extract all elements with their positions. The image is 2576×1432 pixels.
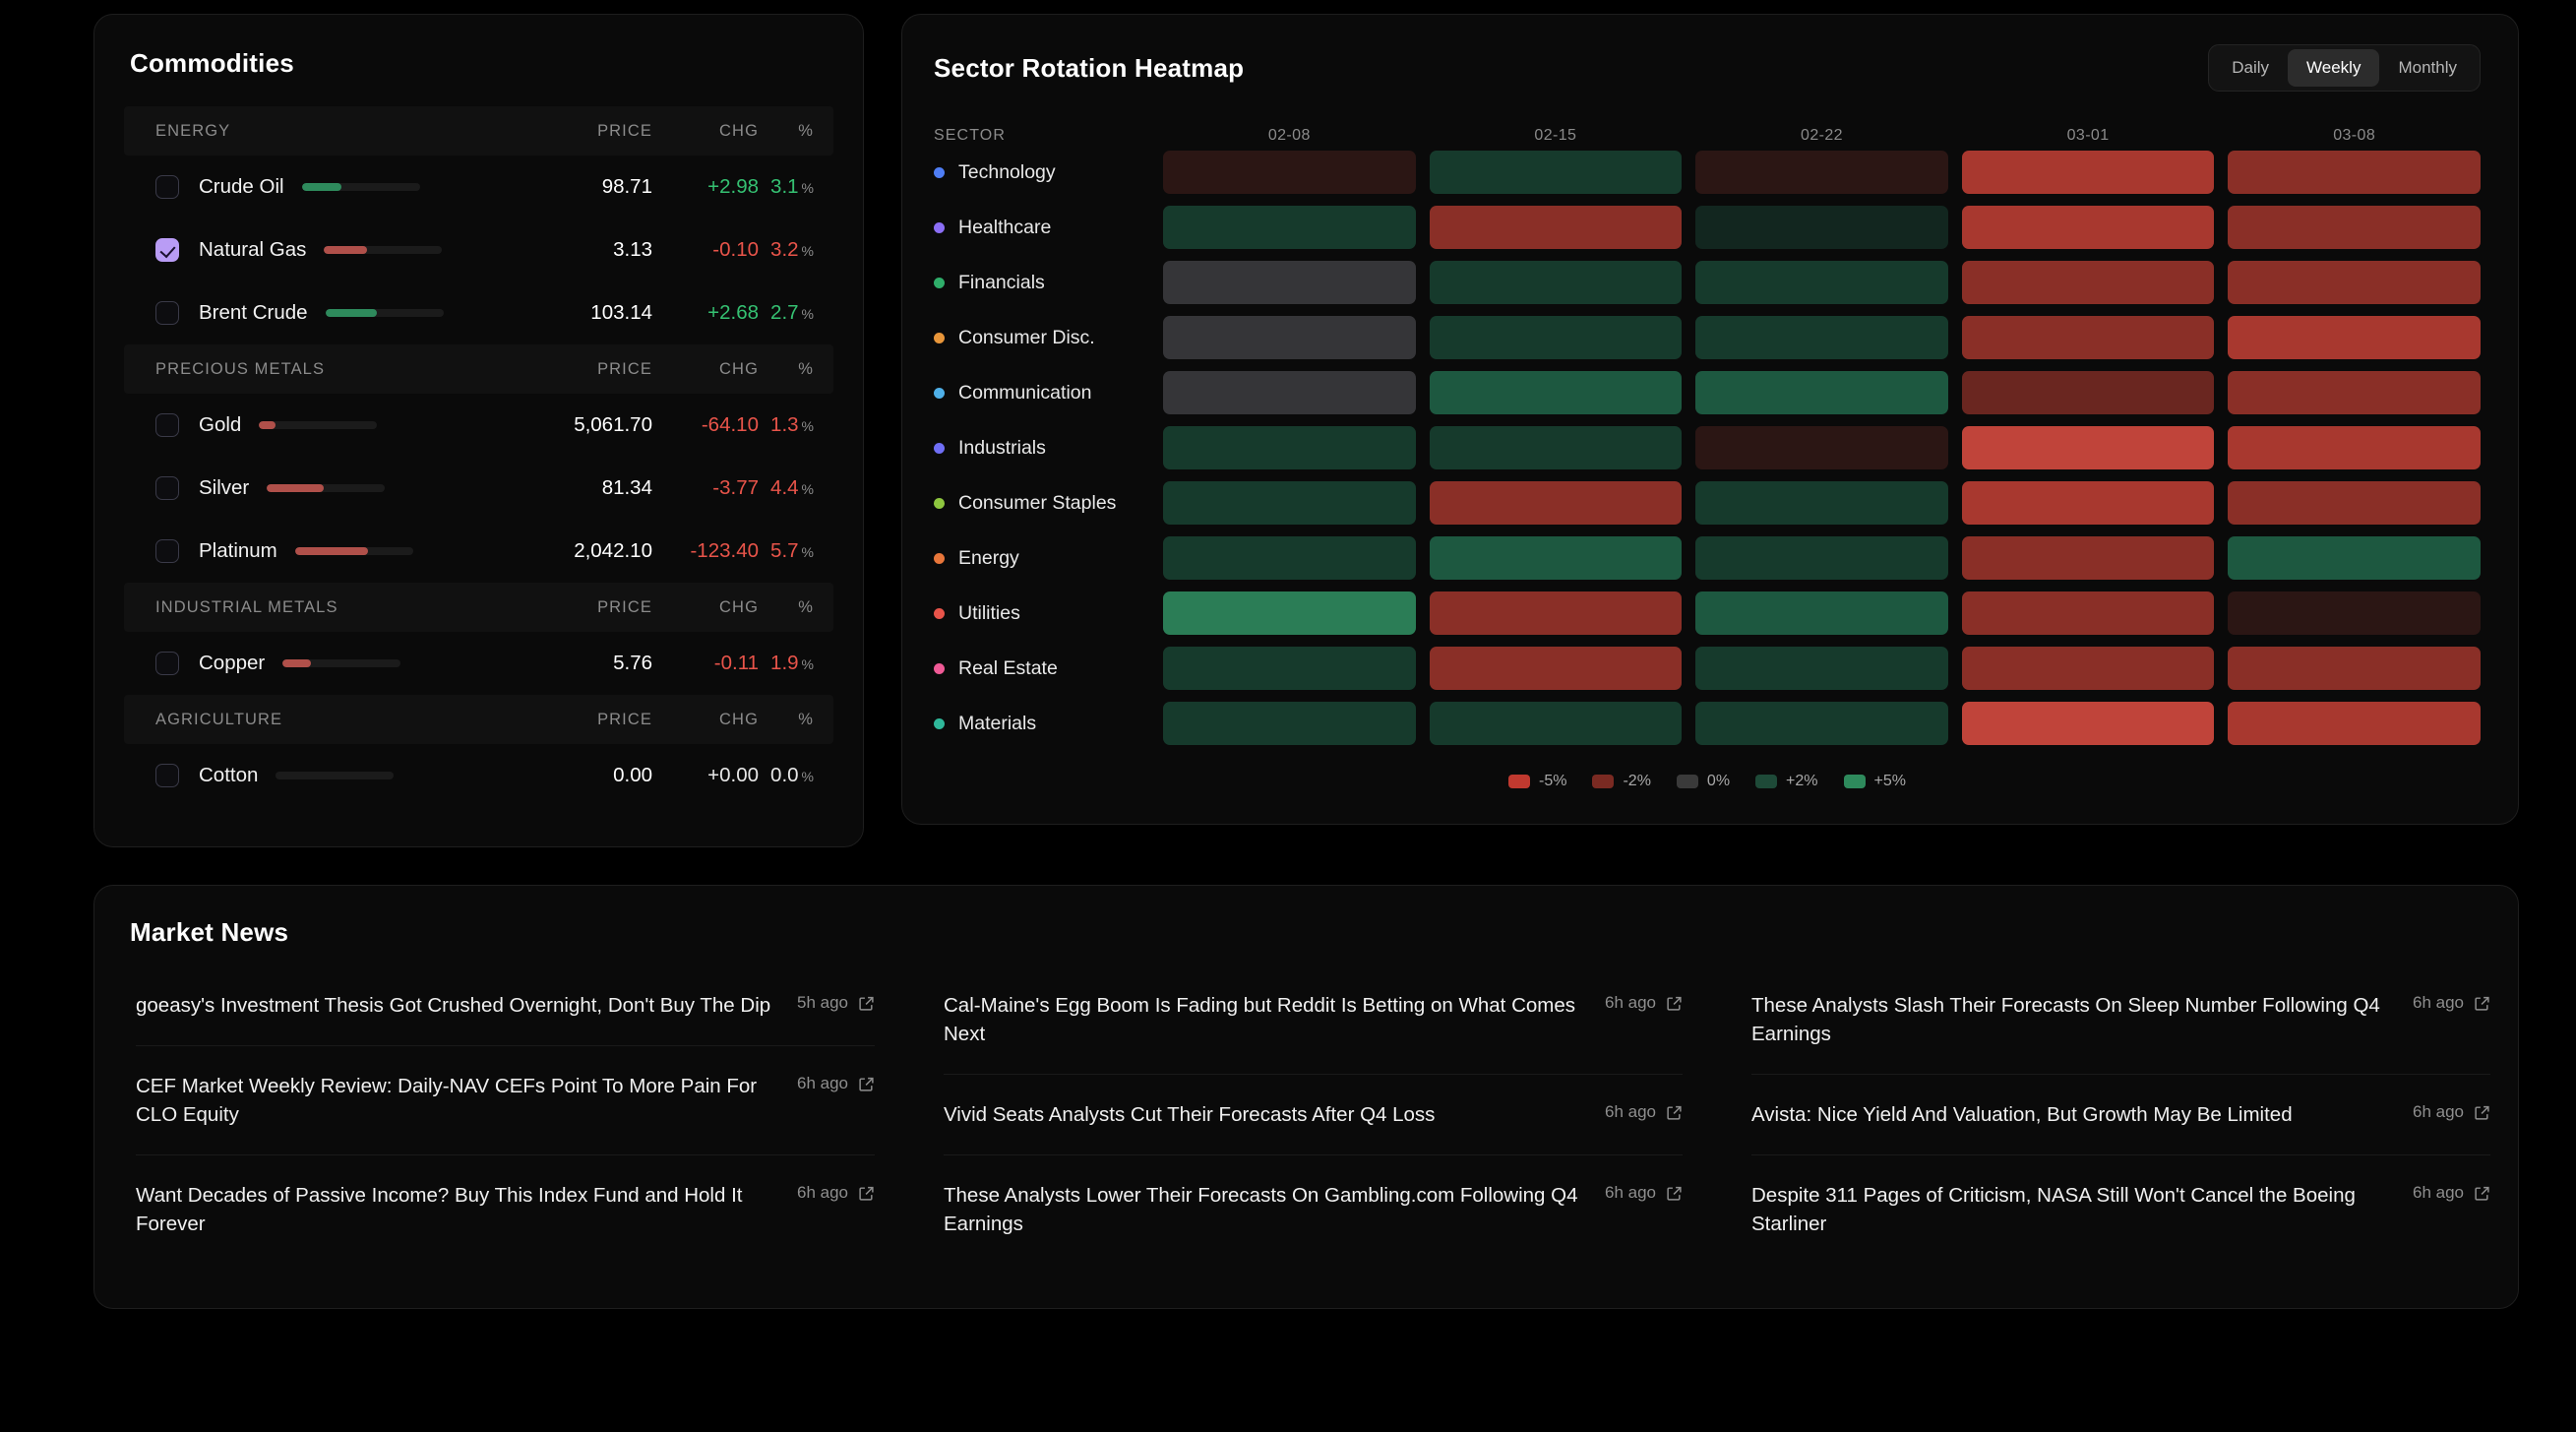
news-column: [902, 973, 1710, 1265]
sector-name: Financials: [958, 271, 1045, 293]
legend-item: [1755, 773, 1817, 790]
heatmap-cell[interactable]: [1962, 151, 2215, 194]
commodity-price: 5.76: [613, 652, 652, 674]
heatmap-cell[interactable]: [1163, 591, 1416, 635]
heatmap-cell[interactable]: [1695, 591, 1948, 635]
legend-item: [1677, 773, 1730, 790]
heatmap-cell[interactable]: [1962, 426, 2215, 469]
legend-swatch: [1844, 775, 1866, 788]
commodity-change: -123.40: [690, 539, 759, 562]
heatmap-cell[interactable]: [1163, 316, 1416, 359]
heatmap-sector-label: [934, 657, 1163, 680]
heatmap-cells: [1163, 371, 2481, 414]
commodity-price: 0.00: [613, 764, 652, 786]
commodity-row[interactable]: [124, 394, 833, 457]
timeframe-monthly-button[interactable]: Monthly: [2379, 49, 2476, 87]
row-checkbox[interactable]: [155, 413, 179, 437]
sector-dot-icon: [934, 167, 945, 178]
legend-item: [1592, 773, 1650, 790]
heatmap-cell[interactable]: [1430, 536, 1683, 580]
commodity-price: 3.13: [613, 238, 652, 261]
heatmap-cell[interactable]: [2228, 371, 2481, 414]
news-meta: [2413, 1100, 2490, 1122]
commodity-row[interactable]: [124, 744, 833, 807]
column-price: PRICE: [597, 359, 652, 378]
column-pct: %: [798, 597, 814, 616]
sector-name: Consumer Staples: [958, 491, 1117, 514]
news-item[interactable]: [1751, 1074, 2490, 1154]
news-meta: [1605, 1100, 1683, 1122]
change-bar: [324, 246, 442, 254]
heatmap-sector-label: [934, 161, 1163, 184]
external-link-icon[interactable]: [1666, 995, 1683, 1012]
heatmap-cell[interactable]: [1163, 371, 1416, 414]
commodity-change: -64.10: [701, 413, 759, 436]
row-checkbox[interactable]: [155, 539, 179, 563]
heatmap-cell[interactable]: [2228, 261, 2481, 304]
sector-dot-icon: [934, 553, 945, 564]
legend-label: -5%: [1539, 773, 1567, 789]
heatmap-cell[interactable]: [1163, 481, 1416, 525]
heatmap-legend: [934, 773, 2481, 790]
heatmap-cell[interactable]: [2228, 536, 2481, 580]
news-meta: [797, 991, 875, 1013]
heatmap-cell[interactable]: [1163, 151, 1416, 194]
legend-label: +2%: [1786, 773, 1818, 789]
sector-name: Healthcare: [958, 216, 1052, 238]
heatmap-cell[interactable]: [1430, 481, 1683, 525]
heatmap-cells: [1163, 261, 2481, 304]
commodity-group-header: [124, 583, 833, 632]
news-headline[interactable]: Avista: Nice Yield And Valuation, But Growth May Be Limited: [1751, 1103, 2293, 1127]
heatmap-cells: [1163, 206, 2481, 249]
commodity-change: -0.11: [713, 652, 759, 674]
commodity-group-header: [124, 106, 833, 156]
news-meta: [2413, 1181, 2490, 1203]
legend-item: [1844, 773, 1906, 790]
heatmap-row: [934, 586, 2481, 641]
heatmap-date-labels: [1163, 127, 2481, 145]
external-link-icon[interactable]: [2474, 1104, 2490, 1121]
heatmap-cell[interactable]: [1695, 481, 1948, 525]
heatmap-header: [934, 44, 2481, 92]
heatmap-cell[interactable]: [2228, 206, 2481, 249]
legend-swatch: [1508, 775, 1530, 788]
heatmap-cell[interactable]: [1430, 426, 1683, 469]
news-headline[interactable]: These Analysts Slash Their Forecasts On Sleep Number Following Q4 Earnings: [1751, 994, 2380, 1046]
sector-name: Energy: [958, 546, 1019, 569]
heatmap-cell[interactable]: [1163, 647, 1416, 690]
change-bar: [276, 772, 394, 779]
commodity-price: 2,042.10: [574, 539, 652, 562]
news-headline[interactable]: Vivid Seats Analysts Cut Their Forecasts After Q4 Loss: [944, 1103, 1436, 1127]
news-timestamp: 5h ago: [797, 993, 848, 1012]
heatmap-date-label: 02-22: [1801, 127, 1843, 144]
commodity-name: Platinum: [199, 539, 277, 562]
heatmap-cell[interactable]: [1430, 261, 1683, 304]
commodity-price: 98.71: [601, 175, 652, 198]
group-name: AGRICULTURE: [155, 710, 283, 728]
heatmap-cell[interactable]: [2228, 702, 2481, 745]
heatmap-rows: [934, 145, 2481, 751]
heatmap-cell[interactable]: [1163, 702, 1416, 745]
heatmap-cell[interactable]: [1962, 316, 2215, 359]
heatmap-date-label: 02-15: [1534, 127, 1577, 144]
column-chg: CHG: [719, 597, 759, 616]
heatmap-cell[interactable]: [1962, 261, 2215, 304]
external-link-icon[interactable]: [858, 1076, 875, 1092]
commodity-name: Copper: [199, 652, 266, 674]
sector-name: Industrials: [958, 436, 1046, 459]
sector-dot-icon: [934, 663, 945, 674]
heatmap-cell[interactable]: [1695, 702, 1948, 745]
market-news-title: Market News: [130, 917, 289, 947]
change-bar: [326, 309, 444, 317]
external-link-icon[interactable]: [1666, 1104, 1683, 1121]
top-row: [93, 14, 2519, 847]
sector-dot-icon: [934, 388, 945, 399]
heatmap-sector-label: [934, 547, 1163, 570]
legend-label: +5%: [1873, 773, 1906, 789]
news-headline[interactable]: goeasy's Investment Thesis Got Crushed Overnight, Don't Buy The Dip: [136, 994, 771, 1017]
commodity-name: Silver: [199, 476, 250, 499]
news-timestamp: 6h ago: [1605, 1183, 1656, 1203]
news-timestamp: 6h ago: [1605, 1102, 1656, 1122]
commodity-change-pct: 0.0 %: [770, 764, 814, 786]
heatmap-row: [934, 145, 2481, 200]
heatmap-cell[interactable]: [1962, 206, 2215, 249]
news-timestamp: 6h ago: [797, 1183, 848, 1203]
heatmap-cells: [1163, 316, 2481, 359]
column-chg: CHG: [719, 121, 759, 140]
sector-name: Utilities: [958, 601, 1020, 624]
commodity-name: Crude Oil: [199, 175, 284, 198]
legend-swatch: [1755, 775, 1777, 788]
commodity-change-pct: 3.2 %: [770, 238, 814, 261]
heatmap-row: [934, 530, 2481, 586]
row-checkbox[interactable]: [155, 652, 179, 675]
change-bar: [295, 547, 413, 555]
column-chg: CHG: [719, 359, 759, 378]
heatmap-cell[interactable]: [2228, 426, 2481, 469]
heatmap-sector-label: [934, 492, 1163, 515]
heatmap-cell[interactable]: [1962, 702, 2215, 745]
heatmap-date-label: 03-01: [2066, 127, 2110, 144]
heatmap-row: [934, 365, 2481, 420]
commodity-row[interactable]: [124, 156, 833, 218]
news-item[interactable]: [136, 1154, 875, 1264]
sector-dot-icon: [934, 608, 945, 619]
heatmap-row: [934, 475, 2481, 530]
group-name: INDUSTRIAL METALS: [155, 597, 338, 616]
row-checkbox[interactable]: [155, 175, 179, 199]
heatmap-cell[interactable]: [1962, 371, 2215, 414]
heatmap-cells: [1163, 151, 2481, 194]
row-checkbox[interactable]: [155, 764, 179, 787]
change-bar: [282, 659, 400, 667]
external-link-icon[interactable]: [1666, 1185, 1683, 1202]
heatmap-row: [934, 255, 2481, 310]
sector-name: Real Estate: [958, 656, 1058, 679]
commodity-change-pct: 1.3 %: [770, 413, 814, 436]
news-item[interactable]: [1751, 973, 2490, 1074]
heatmap-sector-label: [934, 272, 1163, 294]
row-checkbox[interactable]: [155, 476, 179, 500]
heatmap-row: [934, 200, 2481, 255]
sector-column-label: SECTOR: [934, 127, 1006, 144]
external-link-icon[interactable]: [2474, 995, 2490, 1012]
heatmap-cell[interactable]: [1430, 151, 1683, 194]
commodity-name: Natural Gas: [199, 238, 307, 261]
heatmap-cells: [1163, 481, 2481, 525]
commodity-name: Gold: [199, 413, 242, 436]
heatmap-cell[interactable]: [1163, 261, 1416, 304]
commodity-change: +2.68: [707, 301, 759, 324]
news-meta: [1605, 991, 1683, 1013]
heatmap-cell[interactable]: [2228, 316, 2481, 359]
column-price: PRICE: [597, 710, 652, 728]
sector-dot-icon: [934, 498, 945, 509]
news-meta: [797, 1181, 875, 1203]
external-link-icon[interactable]: [858, 995, 875, 1012]
timeframe-daily-button[interactable]: Daily: [2213, 49, 2288, 87]
heatmap-cell[interactable]: [1163, 426, 1416, 469]
heatmap-cell[interactable]: [1430, 316, 1683, 359]
commodity-group-header: [124, 344, 833, 394]
news-item[interactable]: [136, 973, 875, 1045]
heatmap-cell[interactable]: [2228, 151, 2481, 194]
heatmap-cell[interactable]: [1695, 371, 1948, 414]
news-headline[interactable]: Cal-Maine's Egg Boom Is Fading but Reddit Is Betting on What Comes Next: [944, 994, 1575, 1046]
sector-dot-icon: [934, 333, 945, 343]
change-bar: [259, 421, 377, 429]
column-pct: %: [798, 121, 814, 140]
news-column: [1710, 973, 2518, 1265]
sector-name: Technology: [958, 160, 1056, 183]
heatmap-date-label: 03-08: [2333, 127, 2376, 144]
heatmap-cells: [1163, 426, 2481, 469]
row-checkbox[interactable]: [155, 301, 179, 325]
sector-name: Communication: [958, 381, 1092, 404]
heatmap-cell[interactable]: [1430, 702, 1683, 745]
heatmap-cells: [1163, 536, 2481, 580]
commodity-row[interactable]: [124, 281, 833, 344]
market-news-card: [93, 885, 2519, 1309]
news-timestamp: 6h ago: [2413, 1183, 2464, 1203]
row-checkbox[interactable]: [155, 238, 179, 262]
news-headline[interactable]: These Analysts Lower Their Forecasts On Gambling.com Following Q4 Earnings: [944, 1184, 1578, 1236]
commodity-price: 81.34: [601, 476, 652, 499]
news-column: [94, 973, 902, 1265]
heatmap-sector-label: [934, 327, 1163, 349]
commodity-row[interactable]: [124, 457, 833, 520]
timeframe-weekly-button[interactable]: Weekly: [2288, 49, 2379, 87]
sector-dot-icon: [934, 278, 945, 288]
commodity-name: Cotton: [199, 764, 259, 786]
heatmap-row: [934, 420, 2481, 475]
commodity-change-pct: 3.1 %: [770, 175, 814, 198]
heatmap-cell[interactable]: [1695, 206, 1948, 249]
heatmap-cells: [1163, 591, 2481, 635]
heatmap-cell[interactable]: [1430, 591, 1683, 635]
change-bar: [302, 183, 420, 191]
commodity-row[interactable]: [124, 632, 833, 695]
heatmap-cell[interactable]: [1430, 647, 1683, 690]
heatmap-column-header: [934, 127, 2481, 145]
commodity-change: -0.10: [712, 238, 759, 261]
news-headline[interactable]: CEF Market Weekly Review: Daily-NAV CEFs Point To More Pain For CLO Equity: [136, 1075, 758, 1127]
news-item[interactable]: [944, 1074, 1683, 1154]
commodity-group-header: [124, 695, 833, 744]
legend-swatch: [1592, 775, 1614, 788]
heatmap-cell[interactable]: [1430, 371, 1683, 414]
news-timestamp: 6h ago: [2413, 993, 2464, 1012]
news-item[interactable]: [136, 1045, 875, 1154]
commodity-price: 103.14: [590, 301, 652, 324]
news-headline[interactable]: Want Decades of Passive Income? Buy This Index Fund and Hold It Forever: [136, 1184, 743, 1236]
news-item[interactable]: [944, 1154, 1683, 1264]
commodity-change-pct: 1.9 %: [770, 652, 814, 674]
commodities-table: [94, 106, 863, 807]
commodity-change: +0.00: [707, 764, 759, 786]
heatmap-row: [934, 641, 2481, 696]
heatmap-row: [934, 696, 2481, 751]
group-name: ENERGY: [155, 121, 231, 140]
heatmap-sector-label: [934, 437, 1163, 460]
sector-name: Consumer Disc.: [958, 326, 1095, 348]
legend-item: [1508, 773, 1566, 790]
news-timestamp: 6h ago: [1605, 993, 1656, 1012]
commodity-price: 5,061.70: [574, 413, 652, 436]
heatmap-cell[interactable]: [1962, 481, 2215, 525]
heatmap-cells: [1163, 702, 2481, 745]
sector-dot-icon: [934, 443, 945, 454]
news-meta: [1605, 1181, 1683, 1203]
heatmap-date-label: 02-08: [1267, 127, 1311, 144]
column-price: PRICE: [597, 121, 652, 140]
heatmap-sector-label: [934, 602, 1163, 625]
heatmap-cell[interactable]: [1695, 536, 1948, 580]
commodity-change: +2.98: [707, 175, 759, 198]
heatmap-cell[interactable]: [1962, 647, 2215, 690]
heatmap-cell[interactable]: [1695, 647, 1948, 690]
commodity-row[interactable]: [124, 218, 833, 281]
group-name: PRECIOUS METALS: [155, 359, 326, 378]
external-link-icon[interactable]: [2474, 1185, 2490, 1202]
commodities-card: [93, 14, 864, 847]
news-timestamp: 6h ago: [797, 1074, 848, 1093]
heatmap-cells: [1163, 647, 2481, 690]
heatmap-cell[interactable]: [1695, 151, 1948, 194]
news-meta: [2413, 991, 2490, 1013]
commodities-title: Commodities: [130, 48, 294, 78]
sector-heatmap-card: [901, 14, 2519, 825]
heatmap-cell[interactable]: [1695, 426, 1948, 469]
column-pct: %: [798, 359, 814, 378]
column-pct: %: [798, 710, 814, 728]
heatmap-title: Sector Rotation Heatmap: [934, 52, 1245, 83]
news-item[interactable]: [1751, 1154, 2490, 1264]
heatmap-grid: [934, 127, 2481, 790]
commodity-change-pct: 4.4 %: [770, 476, 814, 499]
heatmap-cell[interactable]: [1695, 261, 1948, 304]
timeframe-segmented-control[interactable]: [2208, 44, 2481, 92]
commodity-change-pct: 5.7 %: [770, 539, 814, 562]
heatmap-cell[interactable]: [1163, 536, 1416, 580]
sector-name: Materials: [958, 712, 1037, 734]
sector-dot-icon: [934, 718, 945, 729]
heatmap-sector-label: [934, 382, 1163, 405]
sector-dot-icon: [934, 222, 945, 233]
heatmap-cell[interactable]: [2228, 481, 2481, 525]
column-price: PRICE: [597, 597, 652, 616]
heatmap-cell[interactable]: [1962, 591, 2215, 635]
heatmap-row: [934, 310, 2481, 365]
heatmap-cell[interactable]: [1695, 316, 1948, 359]
heatmap-cell[interactable]: [1430, 206, 1683, 249]
heatmap-cell[interactable]: [1962, 536, 2215, 580]
news-headline[interactable]: Despite 311 Pages of Criticism, NASA Still Won't Cancel the Boeing Starliner: [1751, 1184, 2356, 1236]
heatmap-sector-label: [934, 713, 1163, 735]
column-chg: CHG: [719, 710, 759, 728]
legend-label: 0%: [1706, 773, 1731, 789]
news-item[interactable]: [944, 973, 1683, 1074]
legend-label: -2%: [1623, 773, 1651, 789]
heatmap-sector-label: [934, 217, 1163, 239]
legend-swatch: [1677, 775, 1698, 788]
heatmap-cell[interactable]: [2228, 591, 2481, 635]
commodity-change-pct: 2.7 %: [770, 301, 814, 324]
market-news-grid: [94, 973, 2518, 1265]
commodity-change: -3.77: [712, 476, 759, 499]
commodity-row[interactable]: [124, 520, 833, 583]
change-bar: [267, 484, 385, 492]
news-timestamp: 6h ago: [2413, 1102, 2464, 1122]
news-meta: [797, 1072, 875, 1093]
heatmap-cell[interactable]: [1163, 206, 1416, 249]
heatmap-cell[interactable]: [2228, 647, 2481, 690]
commodity-name: Brent Crude: [199, 301, 308, 324]
external-link-icon[interactable]: [858, 1185, 875, 1202]
